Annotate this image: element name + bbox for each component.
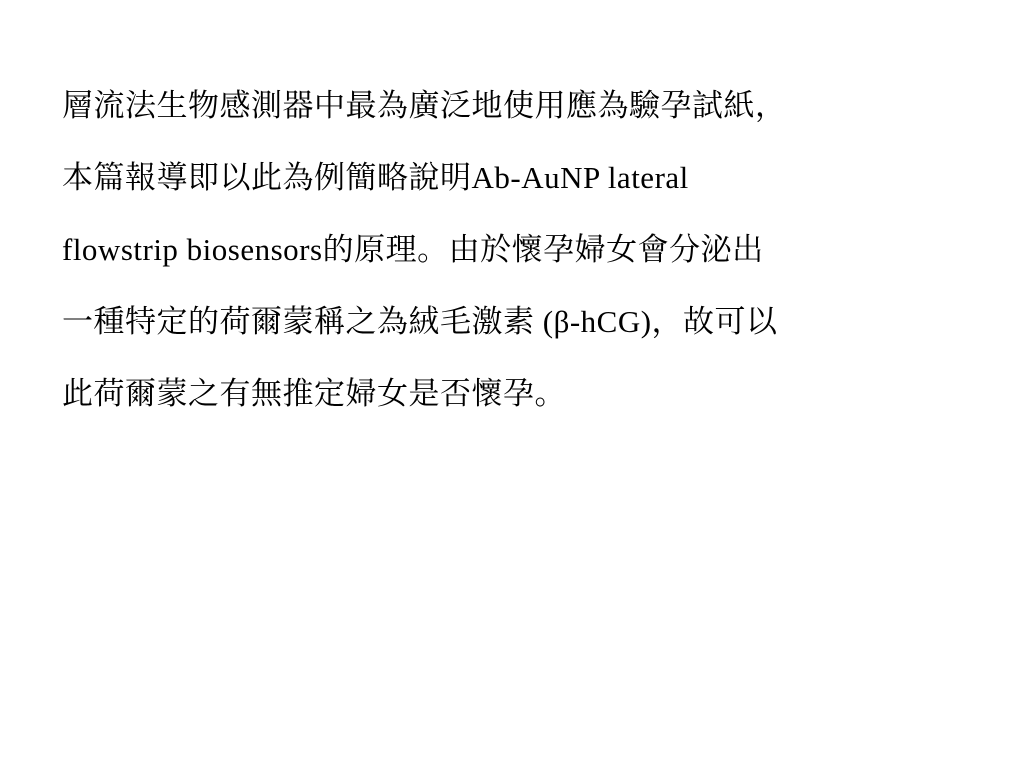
text-line-1: 層流法生物感測器中最為廣泛地使用應為驗孕試紙， [62, 88, 787, 123]
text-line-3: flowstrip biosensors的原理。由於懷孕婦女會分泌出 [62, 232, 764, 267]
text-line-5: 此荷爾蒙之有無推定婦女是否懷孕。 [62, 376, 566, 411]
slide-body-text [62, 82, 982, 442]
text-line-4: 一種特定的荷爾蒙稱之為絨毛激素 (β-hCG)，故可以 [62, 304, 778, 339]
text-line-2: 本篇報導即以此為例簡略說明Ab-AuNP lateral [62, 160, 689, 195]
